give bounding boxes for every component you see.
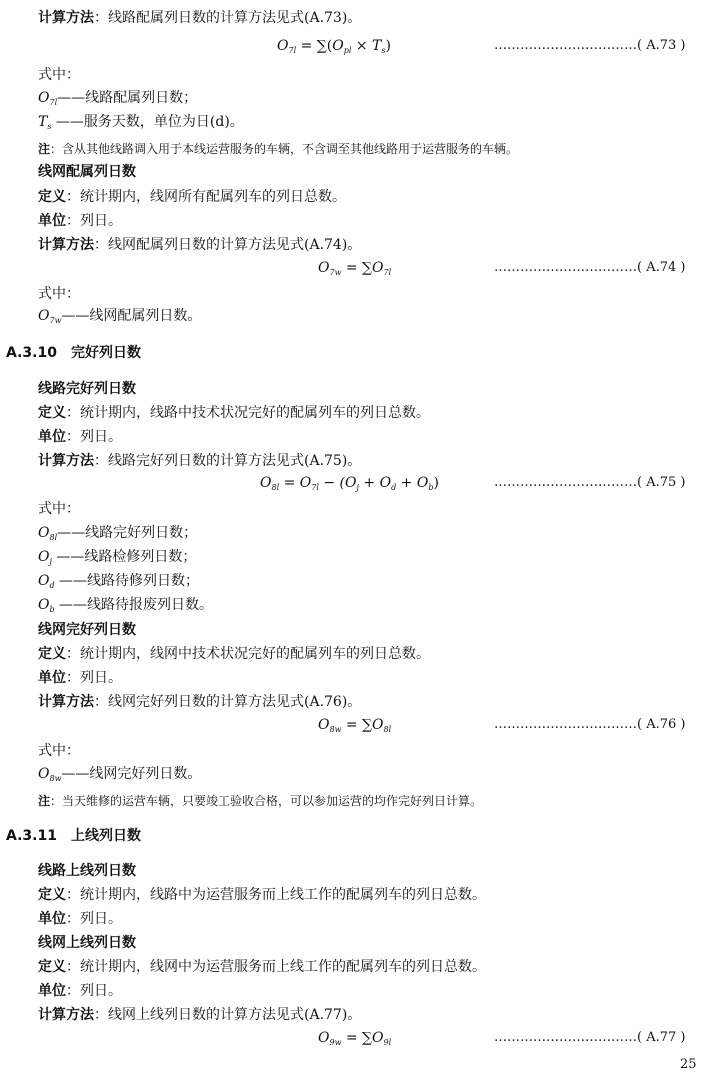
equation-number-a74: ……………………………( A.74 ) bbox=[494, 260, 686, 275]
definition-ob: $O_b$ ——线路待报废列日数。 bbox=[38, 597, 214, 614]
where-label: 式中： bbox=[38, 286, 80, 302]
where-label: 式中： bbox=[38, 501, 80, 517]
net-assigned-unit: 单位：列日。 bbox=[38, 213, 122, 229]
calc-label: 计算方法 bbox=[38, 10, 94, 26]
equation-number-a75: ……………………………( A.75 ) bbox=[494, 475, 686, 490]
line-online-definition: 定义：统计期内，线路中为运营服务而上线工作的配属列车的列日总数。 bbox=[38, 887, 486, 903]
section-a3-11: A.3.11 上线列日数 bbox=[6, 828, 141, 844]
note-1: 注：含从其他线路调入用于本线运营服务的车辆，不含调至其他线路用于运营服务的车辆。 bbox=[38, 142, 519, 156]
heading-line-good: 线路完好列日数 bbox=[38, 381, 136, 397]
line-online-unit: 单位：列日。 bbox=[38, 911, 122, 927]
net-online-definition: 定义：统计期内，线网中为运营服务而上线工作的配属列车的列日总数。 bbox=[38, 959, 486, 975]
net-good-calc: 计算方法：线网完好列日数的计算方法见式(A.76)。 bbox=[38, 694, 362, 710]
definition-oj: $O_j$ ——线路检修列日数； bbox=[38, 549, 197, 566]
heading-net-good: 线网完好列日数 bbox=[38, 622, 136, 638]
calc-text: ：线路配属列日数的计算方法见式(A.73)。 bbox=[94, 10, 362, 26]
heading-net-online: 线网上线列日数 bbox=[38, 935, 136, 951]
equation-a77: $O_{9w} = \sum O_{9l}$ bbox=[318, 1030, 392, 1047]
line-good-calc: 计算方法：线路完好列日数的计算方法见式(A.75)。 bbox=[38, 453, 362, 469]
page-number: 25 bbox=[680, 1057, 697, 1072]
net-assigned-calc: 计算方法：线网配属列日数的计算方法见式(A.74)。 bbox=[38, 237, 362, 253]
calc-method-line-a73 bbox=[38, 9, 361, 27]
section-a3-10: A.3.10 完好列日数 bbox=[6, 345, 141, 361]
net-online-unit: 单位：列日。 bbox=[38, 983, 122, 999]
definition-o8w: $O_{8w}——$线网完好列日数。 bbox=[38, 766, 202, 783]
net-good-definition: 定义：统计期内，线网中技术状况完好的配属列车的列日总数。 bbox=[38, 646, 430, 662]
equation-a74: $O_{7w} = \sum O_{7l}$ bbox=[318, 260, 392, 277]
equation-a75: $O_{8l} = O_{7l} - (O_j + O_d + O_b)$ bbox=[260, 475, 439, 492]
line-good-definition: 定义：统计期内，线路中技术状况完好的配属列车的列日总数。 bbox=[38, 405, 430, 421]
note-2: 注：当天维修的运营车辆，只要竣工验收合格，可以参加运营的均作完好列日计算。 bbox=[38, 794, 483, 808]
equation-number-a76: ……………………………( A.76 ) bbox=[494, 717, 686, 732]
definition-od: $O_d$ ——线路待修列日数； bbox=[38, 573, 200, 590]
net-good-unit: 单位：列日。 bbox=[38, 670, 122, 686]
where-label: 式中： bbox=[38, 743, 80, 759]
equation-number-a77: ……………………………( A.77 ) bbox=[494, 1030, 686, 1045]
where-label: 式中： bbox=[38, 67, 80, 83]
heading-net-assigned: 线网配属列日数 bbox=[38, 164, 136, 180]
net-online-calc: 计算方法：线网上线列日数的计算方法见式(A.77)。 bbox=[38, 1007, 362, 1023]
definition-ts: $T_s$ ——服务天数，单位为日(d)。 bbox=[38, 114, 244, 131]
heading-line-online: 线路上线列日数 bbox=[38, 863, 136, 879]
definition-o8l: $O_{8l}——$线路完好列日数； bbox=[38, 525, 198, 542]
net-assigned-definition: 定义：统计期内，线网所有配属列车的列日总数。 bbox=[38, 189, 346, 205]
equation-a76: $O_{8w} = \sum O_{8l}$ bbox=[318, 717, 392, 734]
definition-o7l: $O_{7l}——$线路配属列日数； bbox=[38, 90, 198, 107]
definition-o7w: $O_{7w}——$线网配属列日数。 bbox=[38, 308, 202, 325]
line-good-unit: 单位：列日。 bbox=[38, 429, 122, 445]
equation-number-a73: ……………………………( A.73 ) bbox=[494, 38, 686, 53]
equation-a73: $O_{7l} = \sum(O_{pl} \times T_s)$ bbox=[277, 38, 391, 55]
